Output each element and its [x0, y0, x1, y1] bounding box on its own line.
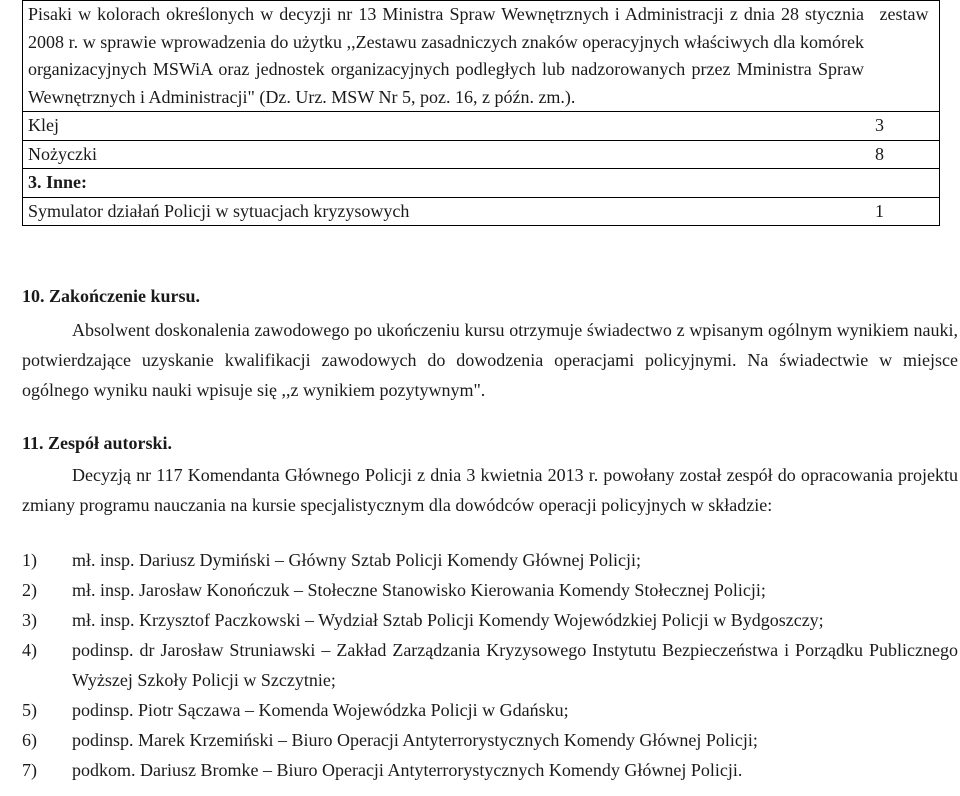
list-number: 2)	[22, 580, 37, 600]
member-text: podinsp. dr Jarosław Struniawski – Zakład Zarządzania Kryzysowego Instytutu Bezpieczeństwa i Porządku Publicznego Wyższej Szkoły Policji w Szczytnie;	[72, 640, 958, 690]
equipment-table	[22, 0, 940, 226]
list-item	[22, 725, 958, 755]
list-number: 1)	[22, 550, 37, 570]
table-row	[23, 1, 940, 112]
table-cell-item	[23, 197, 940, 226]
list-number: 7)	[22, 760, 37, 780]
member-text: mł. insp. Dariusz Dymiński – Główny Sztab Policji Komendy Głównej Policji;	[72, 550, 641, 570]
member-text: podkom. Dariusz Bromke – Biuro Operacji Antyterrorystycznych Komendy Głównej Policji.	[72, 760, 743, 780]
member-text: mł. insp. Krzysztof Paczkowski – Wydział Sztab Policji Komendy Wojewódzkiej Policji w Bydgoszczy;	[72, 610, 824, 630]
table-row	[23, 197, 940, 226]
section-10-heading: 10. Zakończenie kursu.	[22, 286, 201, 306]
table-row	[23, 140, 940, 169]
item-label: Symulator działań Policji w sytuacjach kryzysowych	[28, 200, 410, 221]
table-cell-item	[23, 112, 940, 141]
member-text: podinsp. Marek Krzemiński – Biuro Operacji Antyterrorystycznych Komendy Głównej Policji;	[72, 730, 758, 750]
list-number: 5)	[22, 700, 37, 720]
section-10-text: Absolwent doskonalenia zawodowego po ukończeniu kursu otrzymuje świadectwo z wpisanym ogólnym wynikiem nauki, potwierdzające uzyskanie kwalifikacji zawodowych do dowodzenia operacjami policyjnymi. Na świadectwie w miejsce ogólnego wyniku nauki wpisuje się ,,z wynikiem pozytywnym".	[22, 320, 958, 400]
item-label: Nożyczki	[28, 143, 97, 164]
table-cell-item	[23, 140, 940, 169]
list-number: 4)	[22, 640, 37, 660]
table-row	[23, 169, 940, 198]
pens-description: Pisaki w kolorach określonych w decyzji nr 13 Ministra Spraw Wewnętrznych i Administracji z dnia 28 stycznia 2008 r. w sprawie wprowadzenia do użytku ,,Zestawu zasadniczych znaków operacyjnych właściwych dla komórek organizacyjnych MSWiA oraz jednostek organizacyjnych podległych lub nadzorowanych przez Mministra Spraw Wewnętrznych i Administracji" (Dz. Urz. MSW Nr 5, poz. 16, z późn. zm.).	[28, 4, 864, 107]
list-number: 3)	[22, 610, 37, 630]
list-item	[22, 545, 958, 575]
item-value: 8	[875, 143, 884, 164]
author-team-list	[22, 545, 958, 785]
list-item	[22, 575, 958, 605]
table-cell-description	[23, 1, 870, 112]
section-11-heading: 11. Zespół autorski.	[22, 433, 173, 453]
list-item	[22, 695, 958, 725]
list-item	[22, 755, 958, 785]
item-value: 3	[875, 115, 884, 135]
item-value: 1	[875, 200, 884, 221]
member-text: mł. insp. Jarosław Konończuk – Stołeczne Stanowisko Kierowania Komendy Stołecznej Policji;	[72, 580, 766, 600]
member-text: podinsp. Piotr Sączawa – Komenda Wojewódzka Policji w Gdańsku;	[72, 700, 569, 720]
item-label: Klej	[28, 115, 59, 135]
table-section-heading: 3. Inne:	[23, 169, 940, 198]
table-row	[23, 112, 940, 141]
section-11-text: Decyzją nr 117 Komendanta Głównego Policji z dnia 3 kwietnia 2013 r. powołany został zespół do opracowania projektu zmiany programu nauczania na kursie specjalistycznym dla dowódców operacji policyjnych w składzie:	[22, 465, 958, 515]
list-item	[22, 605, 958, 635]
list-item	[22, 635, 958, 695]
list-number: 6)	[22, 730, 37, 750]
table-cell-unit: zestaw	[869, 1, 940, 112]
